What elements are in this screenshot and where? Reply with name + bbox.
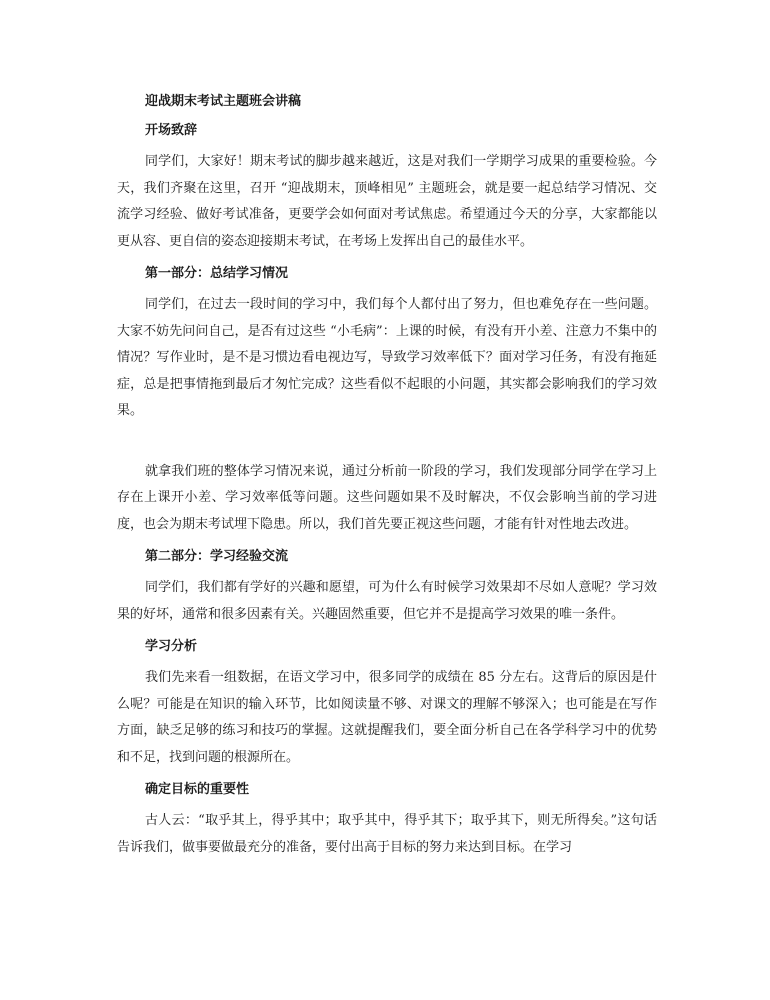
section-heading-part-two: 第二部分：学习经验交流: [145, 549, 289, 564]
section-heading-opening: 开场致辞: [145, 123, 198, 138]
section-heading-analysis: 学习分析: [145, 639, 198, 654]
paragraph-opening: 同学们，大家好！期末考试的脚步越来越近，这是对我们一学期学习成果的重要检验。今天，我们齐聚在这里，召开 “迎战期末，顶峰相见” 主题班会，就是要一起总结学习情况、交流学习经验、做好考试准备，更要学会如何面对考试焦虑。希望通过今天的分享，大家都能以更从容、更自信的姿态迎接期末考试，在考场上发挥出自己的最佳水平。: [117, 154, 657, 249]
section-heading-part-one: 第一部分：总结学习情况: [145, 266, 289, 281]
paragraph-part-one-2: 就拿我们班的整体学习情况来说，通过分析前一阶段的学习，我们发现部分同学在学习上存在上课开小差、学习效率低等问题。这些问题如果不及时解决，不仅会影响当前的学习进度，也会为期末考试埋下隐患。所以，我们首先要正视这些问题，才能有针对性地去改进。: [117, 463, 657, 532]
document-page: [117, 92, 657, 861]
section-heading-goals: 确定目标的重要性: [145, 782, 250, 797]
document-title: 迎战期末考试主题班会讲稿: [145, 94, 302, 109]
paragraph-part-one-1: 同学们，在过去一段时间的学习中，我们每个人都付出了努力，但也难免存在一些问题。大家不妨先问问自己，是否有过这些 “小毛病”：上课的时候，有没有开小差、注意力不集中的情况？写作业时，是不是习惯边看电视边写，导致学习效率低下？面对学习任务，有没有拖延症，总是把事情拖到最后才匆忙完成？这些看似不起眼的小问题，其实都会影响我们的学习效果。: [117, 297, 657, 418]
paragraph-part-two: 同学们，我们都有学好的兴趣和愿望，可为什么有时候学习效果却不尽如人意呢？学习效果的好坏，通常和很多因素有关。兴趣固然重要，但它并不是提高学习效果的唯一条件。: [117, 580, 657, 622]
paragraph-analysis: 我们先来看一组数据，在语文学习中，很多同学的成绩在 85 分左右。这背后的原因是什么呢？可能是在知识的输入环节，比如阅读量不够、对课文的理解不够深入；也可能是在写作方面，缺乏足够的练习和技巧的掌握。这就提醒我们，要全面分析自己在各学科学习中的优势和不足，找到问题的根源所在。: [117, 670, 657, 765]
paragraph-goals: 古人云：“取乎其上，得乎其中；取乎其中，得乎其下；取乎其下，则无所得矣。”这句话告诉我们，做事要做最充分的准备，要付出高于目标的努力来达到目标。在学习: [117, 813, 657, 855]
